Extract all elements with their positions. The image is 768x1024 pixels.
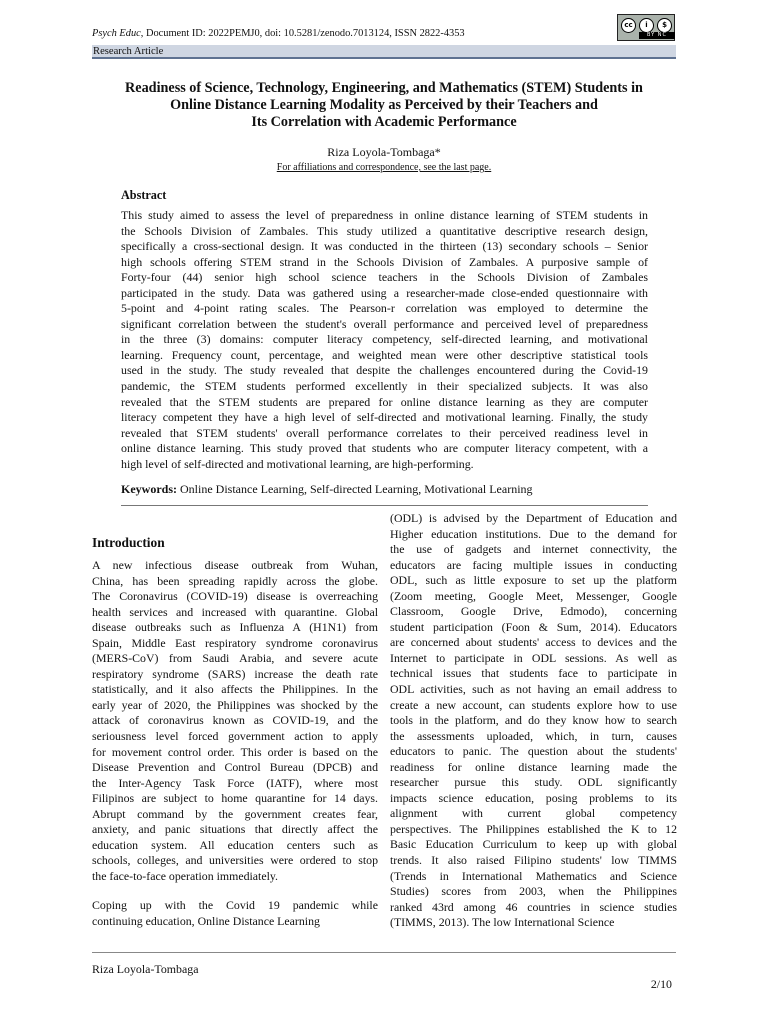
text-line: Abrupt command by the government creates fear, — [92, 806, 378, 821]
section-label-bar: Research Article — [92, 45, 676, 59]
affiliation-link[interactable]: For affiliations and correspondence, see the last page. — [276, 162, 492, 173]
text-line: used in the study. The study revealed that despite the challenges encountered during the Covid-19 — [121, 363, 648, 378]
intro-left-column — [92, 558, 378, 884]
text-line: readiness for online distance learning made the — [390, 759, 677, 774]
text-line: online distance learning. This study proved that students who are computer literacy competent, with a — [121, 441, 648, 456]
cc-license-badge[interactable] — [617, 14, 675, 41]
journal-header — [92, 27, 572, 41]
text-line: Coping up with the Covid 19 pandemic while — [92, 898, 378, 912]
text-line: (Trends in International Mathematics and Science — [390, 868, 677, 883]
text-line: schools, colleges, and universities were ordered to stop — [92, 853, 378, 868]
license-tag: BY NC — [639, 32, 675, 39]
intro-left-column-paragraph-2 — [92, 898, 378, 929]
cc-icon: cc — [621, 18, 636, 33]
keywords-label: Keywords: — [121, 482, 177, 496]
text-line: tools in the platform, and do they know how to search — [390, 713, 677, 728]
page-number: 2/10 — [650, 977, 672, 991]
text-line: pandemic, the STEM students performed excellently in their specialized subjects. It was also — [121, 379, 648, 394]
text-line: are concerned about students' access to devices and the — [390, 635, 677, 650]
text-line: early year of 2020, the Philippines was shocked by the — [92, 697, 378, 712]
text-line: ODL activities, such as not having an email address to — [390, 682, 677, 697]
text-line: specifically a cross-sectional design. It was conducted in the thirteen (13) secondary schools – Senior — [121, 239, 648, 254]
noncommercial-icon: $ — [657, 18, 672, 33]
text-line: anxiety, and panic situations that directly affect the — [92, 822, 378, 837]
text-line: the Inter-Agency Task Force (IATF), where most — [92, 775, 378, 790]
text-line: trends. It also raised Filipino students' low TIMMS — [390, 853, 677, 868]
text-line: revealed that the STEM students are prepared for online distance learning as they are computer — [121, 394, 648, 409]
text-line: respiratory syndrome (SARS) increase the death rate — [92, 666, 378, 681]
title-line: Its Correlation with Academic Performance — [251, 114, 517, 130]
text-line: educators to panic. The question about the students' — [390, 744, 677, 759]
text-line: revealed that STEM students' overall performance correlates to their perceived readiness level in — [121, 425, 648, 440]
attribution-icon: i — [639, 18, 654, 33]
text-line: health services and increased with quarantine. Global — [92, 604, 378, 619]
text-line: Disease Prevention and Control Bureau (DPCB) and — [92, 760, 378, 775]
journal-meta: , Document ID: 2022PEMJ0, doi: 10.5281/zenodo.7013124, ISSN 2822-4353 — [140, 28, 465, 39]
abstract-body — [121, 208, 648, 472]
title-line: Online Distance Learning Modality as Perceived by their Teachers and — [170, 97, 598, 113]
footer-author: Riza Loyola-Tombaga — [92, 962, 199, 976]
text-line: statistically, and it also affects the Philippines. In the — [92, 682, 378, 697]
text-line: (TIMMS, 2013). The low International Science — [390, 915, 615, 930]
text-line: the use of gadgets and internet connectivity, the — [390, 542, 677, 557]
text-line: Classroom, Google Drive, Edmodo), concerning — [390, 604, 677, 619]
footer-divider — [92, 952, 676, 953]
abstract-divider — [121, 505, 648, 506]
text-line: Basic Education Curriculum to keep up with global — [390, 837, 677, 852]
text-line: literacy competent they have a high level of self-directed and motivational learning. Finally, the study — [121, 410, 648, 425]
text-line: the assessments uploaded, which, in turn, causes — [390, 728, 677, 743]
text-line: ODL, such as little exposure to set up the platform — [390, 573, 677, 588]
abstract-heading: Abstract — [121, 188, 167, 202]
text-line: the face-to-face operation immediately. — [92, 868, 279, 883]
text-line: educators are facing multiple issues in conducting — [390, 557, 677, 572]
text-line: create a new account, can students explore how to use — [390, 697, 677, 712]
text-line: 5-point and 4-point rating scales. The Pearson-r correlation was employed to determine the — [121, 301, 648, 316]
text-line: (MERS-CoV) from Saudi Arabia, and severe acute — [92, 651, 378, 666]
text-line: seriousness level forced government action to apply — [92, 729, 378, 744]
text-line: (Zoom meeting, Google Meet, Messenger, Google — [390, 588, 677, 603]
text-line: high schools offering STEM strand in the Schools Division of Zambales. A purposive sample of — [121, 254, 648, 269]
text-line: perspectives. The Philippines established the K to 12 — [390, 821, 677, 836]
text-line: This study aimed to assess the level of preparedness in online distance learning of STEM students in — [121, 208, 648, 222]
text-line: alignment with current global competency — [390, 806, 677, 821]
text-line: Studies) scores from 2003, when the Philippines — [390, 884, 677, 899]
text-line: Filipinos are subject to home quarantine for 14 days. — [92, 791, 378, 806]
text-line: significant correlation between the student's overall performance and perceived level of preparedness — [121, 316, 648, 331]
keywords — [121, 482, 533, 497]
text-line: Internet to participate in ODL sessions. As well as — [390, 650, 677, 665]
text-line: Forty-four (44) senior high school science teachers in the Schools Division of Zambales — [121, 270, 648, 285]
title-line: Readiness of Science, Technology, Engineering, and Mathematics (STEM) Students in — [125, 80, 643, 96]
text-line: ranked 43rd among 46 countries in science studies — [390, 899, 677, 914]
paper-title — [92, 80, 676, 131]
text-line: in the three (3) domains: computer literacy competency, self-directed learning, and motivational — [121, 332, 648, 347]
author-name: Riza Loyola-Tombaga* — [327, 145, 441, 159]
text-line: Spain, Middle East respiratory syndrome coronavirus — [92, 635, 378, 650]
text-line: for movement control order. This order is based on the — [92, 744, 378, 759]
text-line: education system. All education centers such as — [92, 837, 378, 852]
intro-right-column — [390, 511, 677, 931]
text-line: technical issues that students face to participate in — [390, 666, 677, 681]
text-line: (ODL) is advised by the Department of Education and — [390, 511, 677, 525]
text-line: the Schools Division of Zambales. This study utilized a quantitative descriptive research design, — [121, 223, 648, 238]
introduction-heading: Introduction — [92, 535, 165, 550]
text-line: student participation (Foon & Sum, 2014). Educators — [390, 619, 677, 634]
text-line: attack of coronavirus known as COVID-19, and the — [92, 713, 378, 728]
text-line: learning. Frequency count, percentage, and weighted mean were other descriptive statistical tools — [121, 347, 648, 362]
text-line: continuing education, Online Distance Learning — [92, 913, 320, 928]
journal-name: Psych Educ — [92, 28, 141, 39]
text-line: The Coronavirus (COVID-19) disease is overreaching — [92, 589, 378, 604]
text-line: China, has been spreading rapidly across the globe. — [92, 573, 378, 588]
text-line: impacts science education, posing problems to its — [390, 790, 677, 805]
text-line: A new infectious disease outbreak from Wuhan, — [92, 558, 378, 572]
text-line: high level of self-directed and motivational learning, are high-performing. — [121, 456, 474, 471]
text-line: Higher education institutions. Due to the demand for — [390, 526, 677, 541]
text-line: disease outbreaks such as Influenza A (H1N1) from — [92, 620, 378, 635]
text-line: participated in the study. Data was gathered using a researcher-made close-ended questionnaire with — [121, 285, 648, 300]
text-line: researcher pursue this study. ODL significantly — [390, 775, 677, 790]
keywords-text: Online Distance Learning, Self-directed Learning, Motivational Learning — [177, 482, 533, 496]
